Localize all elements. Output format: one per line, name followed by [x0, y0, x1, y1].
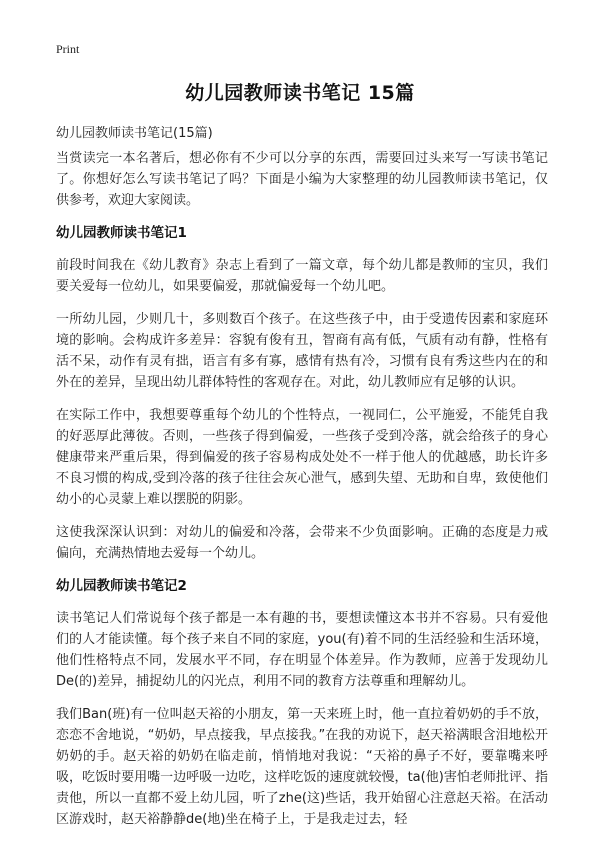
section-2-paragraph-2: 我们Ban(班)有一位叫赵天裕的小朋友，第一天来班上时，他一直拉着奶奶的手不放，恋恋不舍地说，“奶奶，早点接我，早点接我。”在我的劝说下，赵天裕满眼含泪地松开奶奶的手。赵天裕的奶奶在临走前，悄悄地对我说：“天裕的鼻子不好，要靠嘴来呼吸，吃饭时要用嘴一边呼吸一边吃，这样吃饭的速度就较慢，ta(他)害怕老师批评、指责他，所以一直都不爱上幼儿园，听了zhe(这)些话，我开始留心注意赵天裕。在活动区游戏时，赵天裕静静de(地)坐在椅子上，于是我走过去，轻 — [56, 707, 548, 827]
document-subtitle: 幼儿园教师读书笔记(15篇) — [56, 126, 213, 141]
section-1-paragraph-2: 一所幼儿园，少则几十，多则数百个孩子。在这些孩子中，由于受遗传因素和家庭环境的影响。会构成许多差异：容貌有俊有丑，智商有高有低，气质有动有静，性格有活不呆，动作有灵有拙，语言有多有寡，感情有热有冷，习惯有良有秀这些内在的和外在的差异，呈现出幼儿群体特性的客观存在。对此，幼儿教师应有足够的认识。 — [56, 312, 548, 390]
section-heading-2: 幼儿园教师读书笔记2 — [56, 578, 187, 594]
section-heading-1: 幼儿园教师读书笔记1 — [56, 225, 187, 241]
intro-paragraph: 当赏读完一本名著后，想必你有不少可以分享的东西，需要回过头来写一写读书笔记了。你想好怎么写读书笔记了吗？下面是小编为大家整理的幼儿园教师读书笔记，仅供参考，欢迎大家阅读。 — [56, 151, 548, 208]
document-body — [56, 148, 548, 842]
section-1-paragraph-4: 这使我深深认识到：对幼儿的偏爱和冷落，会带来不少负面影响。正确的态度是力戒偏向，充满热情地去爱每一个幼儿。 — [56, 525, 548, 561]
print-link[interactable]: Print — [56, 42, 80, 56]
page-title: 幼儿园教师读书笔记 15篇 — [185, 82, 415, 104]
section-1-paragraph-3: 在实际工作中，我想要尊重每个幼儿的个性特点，一视同仁，公平施爱，不能凭自我的好恶厚此薄彼。否则，一些孩子得到偏爱，一些孩子受到冷落，就会给孩子的身心健康带来严重后果，得到偏爱的孩子容易构成处处不一样于他人的优越感，助长许多不良习惯的构成,受到冷落的孩子往往会灰心泄气，感到失望、无助和自卑，致使他们幼小的心灵蒙上难以摆脱的阴影。 — [56, 408, 548, 507]
section-1-paragraph-1: 前段时间我在《幼儿教育》杂志上看到了一篇文章，每个幼儿都是教师的宝贝，我们要关爱每一位幼儿，如果要偏爱，那就偏爱每一个幼儿吧。 — [56, 258, 548, 294]
section-2-paragraph-1: 读书笔记人们常说每个孩子都是一本有趣的书，要想读懂这本书并不容易。只有爱他们的人才能读懂。每个孩子来自不同的家庭，you(有)着不同的生活经验和生活环境，他们性格特点不同，发展水平不同，存在明显个体差异。作为教师，应善于发现幼儿De(的)差异，捕捉幼儿的闪光点，利用不同的教育方法尊重和理解幼儿。 — [56, 611, 548, 689]
